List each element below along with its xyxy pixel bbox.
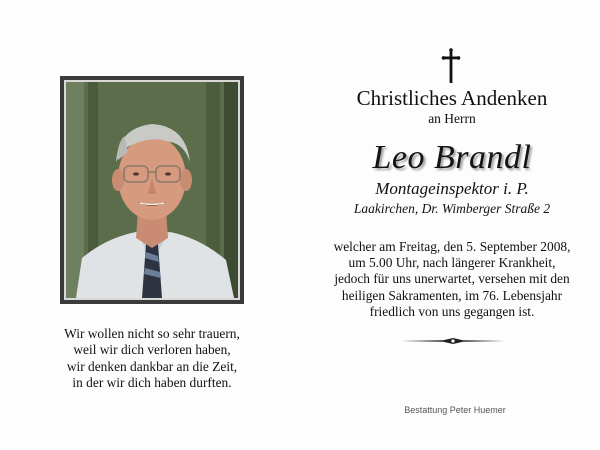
cross-icon: [441, 48, 461, 84]
portrait-frame: [60, 76, 244, 304]
divider-ornament-icon: [399, 336, 507, 346]
portrait-photo: [64, 80, 240, 300]
funeral-home-credit: Bestattung Peter Huemer: [404, 405, 506, 415]
notice-line: heiligen Sakramenten, im 76. Lebensjahr: [341, 287, 563, 303]
address: Laakirchen, Dr. Wimberger Straße 2: [353, 201, 551, 216]
portrait-illustration: [66, 82, 238, 298]
death-notice: [318, 239, 586, 320]
occupation: Montageinspektor i. P.: [375, 179, 529, 198]
salutation: an Herrn: [428, 111, 476, 126]
verse-line: Wir wollen nicht so sehr trauern,: [64, 326, 240, 341]
consolation-verse: [40, 326, 264, 392]
verse-line: in der wir dich haben durften.: [72, 375, 232, 391]
verse-line: weil wir dich verloren haben,: [73, 342, 231, 358]
verse-line: wir denken dankbar an die Zeit,: [66, 358, 238, 374]
notice-line: welcher am Freitag, den 5. September 2008,: [333, 239, 571, 254]
notice-line: jedoch für uns unerwartet, versehen mit den: [334, 271, 570, 287]
deceased-name: Leo Brandl: [372, 139, 532, 176]
notice-line: um 5.00 Uhr, nach längerer Krankheit,: [348, 255, 556, 271]
notice-line: friedlich von uns gegangen ist.: [369, 303, 535, 319]
card-title: Christliches Andenken: [356, 86, 548, 110]
